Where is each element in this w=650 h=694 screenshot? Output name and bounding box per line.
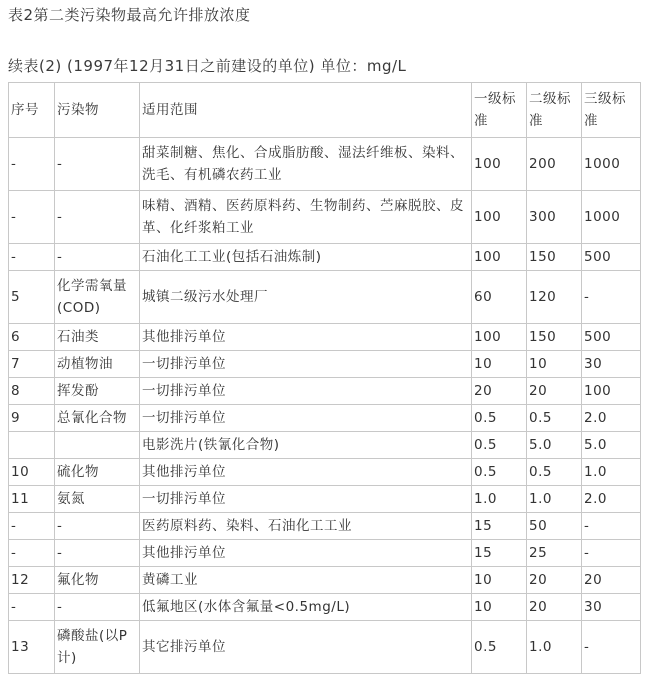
table-row (9, 324, 641, 351)
cell-id: 5 (9, 271, 55, 324)
cell-id: - (9, 594, 55, 621)
table-row (9, 138, 641, 191)
cell-level2: 120 (527, 271, 582, 324)
header-scope: 适用范围 (140, 83, 472, 138)
cell-level2: 10 (527, 351, 582, 378)
cell-level1: 10 (472, 351, 527, 378)
cell-id: - (9, 244, 55, 271)
cell-level2: 0.5 (527, 459, 582, 486)
cell-pollutant: 氟化物 (55, 567, 140, 594)
cell-level2: 0.5 (527, 405, 582, 432)
cell-id: - (9, 540, 55, 567)
cell-level3: 100 (582, 378, 641, 405)
table-row (9, 432, 641, 459)
table-row (9, 351, 641, 378)
cell-pollutant: 氨氮 (55, 486, 140, 513)
cell-scope: 其他排污单位 (140, 324, 472, 351)
cell-level1: 60 (472, 271, 527, 324)
table-row (9, 540, 641, 567)
cell-scope: 其它排污单位 (140, 621, 472, 674)
cell-id: 8 (9, 378, 55, 405)
cell-level2: 20 (527, 378, 582, 405)
cell-level1: 10 (472, 594, 527, 621)
page-title: 表2第二类污染物最高允许排放浓度 (8, 6, 251, 24)
cell-pollutant: - (55, 540, 140, 567)
cell-id: 13 (9, 621, 55, 674)
cell-scope: 其他排污单位 (140, 540, 472, 567)
cell-pollutant: - (55, 138, 140, 191)
table-row (9, 513, 641, 540)
cell-id: 6 (9, 324, 55, 351)
cell-level1: 0.5 (472, 459, 527, 486)
table-row (9, 459, 641, 486)
cell-pollutant: 总氰化合物 (55, 405, 140, 432)
cell-pollutant (55, 432, 140, 459)
cell-level2: 150 (527, 244, 582, 271)
cell-level1: 0.5 (472, 405, 527, 432)
cell-scope: 电影洗片(铁氰化合物) (140, 432, 472, 459)
table-row (9, 191, 641, 244)
cell-level2: 25 (527, 540, 582, 567)
cell-level3: - (582, 271, 641, 324)
cell-id: 9 (9, 405, 55, 432)
cell-level3: 500 (582, 324, 641, 351)
cell-level3: 500 (582, 244, 641, 271)
cell-pollutant: 石油类 (55, 324, 140, 351)
cell-pollutant: 挥发酚 (55, 378, 140, 405)
cell-level1: 0.5 (472, 432, 527, 459)
cell-pollutant: - (55, 513, 140, 540)
cell-level1: 10 (472, 567, 527, 594)
cell-level2: 150 (527, 324, 582, 351)
cell-id: - (9, 191, 55, 244)
table-row (9, 621, 641, 674)
cell-level2: 1.0 (527, 621, 582, 674)
header-level2: 二级标准 (527, 83, 582, 138)
cell-level2: 20 (527, 594, 582, 621)
cell-pollutant: 磷酸盐(以P计) (55, 621, 140, 674)
cell-level1: 20 (472, 378, 527, 405)
cell-scope: 黄磷工业 (140, 567, 472, 594)
cell-scope: 一切排污单位 (140, 486, 472, 513)
table-row (9, 594, 641, 621)
cell-level1: 15 (472, 540, 527, 567)
cell-level3: - (582, 513, 641, 540)
cell-id: - (9, 513, 55, 540)
table-caption: 续表(2) (1997年12月31日之前建设的单位) 单位：mg/L (8, 57, 407, 75)
cell-level3: 30 (582, 594, 641, 621)
cell-level1: 100 (472, 324, 527, 351)
cell-scope: 味精、酒精、医药原料药、生物制药、苎麻脱胶、皮革、化纤浆粕工业 (140, 191, 472, 244)
cell-level1: 100 (472, 244, 527, 271)
cell-id: - (9, 138, 55, 191)
cell-scope: 甜菜制糖、焦化、合成脂肪酸、湿法纤维板、染料、洗毛、有机磷农药工业 (140, 138, 472, 191)
cell-level2: 200 (527, 138, 582, 191)
pollutant-table (8, 82, 641, 674)
cell-id: 7 (9, 351, 55, 378)
header-pollutant: 污染物 (55, 83, 140, 138)
cell-id: 10 (9, 459, 55, 486)
cell-level2: 1.0 (527, 486, 582, 513)
cell-level2: 20 (527, 567, 582, 594)
cell-id: 11 (9, 486, 55, 513)
header-level3: 三级标准 (582, 83, 641, 138)
cell-scope: 一切排污单位 (140, 405, 472, 432)
cell-scope: 一切排污单位 (140, 351, 472, 378)
cell-pollutant: - (55, 594, 140, 621)
cell-scope: 低氟地区(水体含氟量<0.5mg/L) (140, 594, 472, 621)
cell-level2: 50 (527, 513, 582, 540)
cell-level3: 1000 (582, 191, 641, 244)
cell-level3: 2.0 (582, 486, 641, 513)
cell-pollutant: - (55, 191, 140, 244)
cell-scope: 城镇二级污水处理厂 (140, 271, 472, 324)
cell-level3: - (582, 540, 641, 567)
cell-level2: 5.0 (527, 432, 582, 459)
cell-scope: 医药原料药、染料、石油化工工业 (140, 513, 472, 540)
cell-scope: 其他排污单位 (140, 459, 472, 486)
table-row (9, 567, 641, 594)
cell-scope: 石油化工工业(包括石油炼制) (140, 244, 472, 271)
cell-pollutant: - (55, 244, 140, 271)
header-id: 序号 (9, 83, 55, 138)
cell-level3: 30 (582, 351, 641, 378)
cell-level1: 100 (472, 191, 527, 244)
table-header-row (9, 83, 641, 138)
cell-level3: 20 (582, 567, 641, 594)
cell-id (9, 432, 55, 459)
cell-level1: 15 (472, 513, 527, 540)
cell-level3: - (582, 621, 641, 674)
table-row (9, 378, 641, 405)
cell-pollutant: 动植物油 (55, 351, 140, 378)
cell-level1: 0.5 (472, 621, 527, 674)
table-row (9, 271, 641, 324)
cell-pollutant: 化学需氧量(COD) (55, 271, 140, 324)
cell-scope: 一切排污单位 (140, 378, 472, 405)
cell-pollutant: 硫化物 (55, 459, 140, 486)
cell-level1: 100 (472, 138, 527, 191)
cell-level3: 1.0 (582, 459, 641, 486)
table-row (9, 486, 641, 513)
table-row (9, 244, 641, 271)
cell-id: 12 (9, 567, 55, 594)
cell-level2: 300 (527, 191, 582, 244)
cell-level1: 1.0 (472, 486, 527, 513)
table-row (9, 405, 641, 432)
cell-level3: 1000 (582, 138, 641, 191)
header-level1: 一级标准 (472, 83, 527, 138)
cell-level3: 2.0 (582, 405, 641, 432)
cell-level3: 5.0 (582, 432, 641, 459)
